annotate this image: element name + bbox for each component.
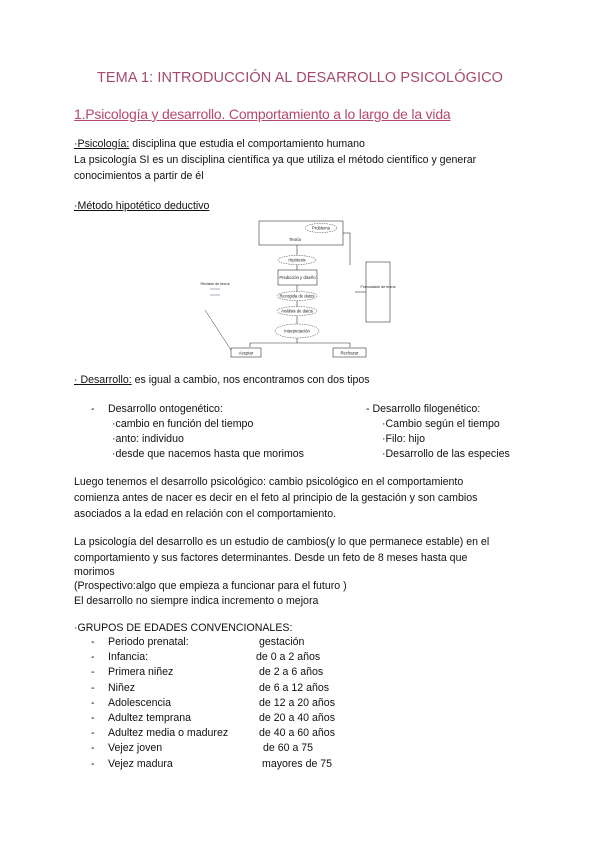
- age-group-name: Adolescencia: [108, 696, 172, 709]
- method-diagram: [195, 215, 410, 360]
- age-group-name: Infancia:: [108, 651, 149, 664]
- desarrollo-definition: [74, 372, 370, 388]
- age-group-name: Niñez: [108, 681, 136, 694]
- paragraph-line: El desarrollo no siempre indica incremento o mejora: [74, 595, 319, 607]
- age-group-range: mayores de 75: [262, 757, 333, 770]
- box-hipotesis-label: Hipótesis: [288, 257, 306, 263]
- box-analisis-label: Análisis de datos: [281, 308, 313, 314]
- psicologia-line: La psicología SI es un disciplina científica ya que utiliza el método científico y generar: [74, 154, 477, 166]
- list-dash: -: [91, 742, 95, 755]
- psicologia-text: disciplina que estudia el comportamiento humano: [129, 138, 365, 150]
- paragraph-line: La psicología del desarrollo es un estudio de cambios(y lo que permanece estable) en el: [74, 536, 490, 548]
- psicologia-label: ·Psicología:: [74, 138, 130, 150]
- list-dash: -: [91, 651, 95, 664]
- document-title: TEMA 1: INTRODUCCIÓN AL DESARROLLO PSICOLÓGICO: [96, 70, 504, 86]
- age-group-range: de 12 a 20 años: [259, 696, 335, 709]
- filogenetico-item: ·Cambio según el tiempo: [382, 418, 500, 430]
- ontogenetico-item: ·desde que nacemos hasta que morimos: [112, 448, 304, 460]
- box-recogida-label: Recogida de datos: [279, 293, 315, 299]
- age-group-range: gestación: [259, 636, 305, 648]
- age-group-range: de 2 a 6 años: [259, 666, 324, 679]
- age-group-name: Adultez media o madurez: [108, 727, 229, 740]
- list-dash: -: [91, 681, 95, 694]
- age-group-name: Vejez joven: [108, 742, 163, 755]
- filogenetico-item: ·Filo: hijo: [382, 433, 425, 445]
- age-group-name: Primera niñez: [108, 666, 174, 679]
- psicologia-definition: [74, 136, 365, 152]
- paragraph-line: asociados a la edad en relación con el comportamiento.: [74, 508, 337, 520]
- age-group-range: de 40 a 60 años: [259, 727, 335, 740]
- side-left-label: Revisión de teoría: [200, 282, 230, 286]
- list-dash: -: [91, 636, 95, 648]
- age-group-range: de 60 a 75: [263, 742, 314, 755]
- ontogenetico-item: ·anto: individuo: [112, 433, 184, 445]
- desarrollo-label: · Desarrollo:: [74, 374, 132, 386]
- psicologia-line: conocimientos a partir de él: [74, 170, 204, 182]
- side-right-label: Formulación de teoría: [360, 285, 396, 289]
- list-dash: -: [91, 757, 95, 770]
- box-teoria-label: Teoría: [289, 237, 301, 242]
- age-group-range: de 20 a 40 años: [259, 712, 335, 724]
- box-problema-label: Problema: [312, 225, 330, 231]
- filogenetico-item: ·Desarrollo de las especies: [382, 448, 510, 460]
- list-dash: -: [91, 696, 95, 709]
- box-formulacion: [366, 262, 390, 322]
- paragraph-line: comportamiento y sus factores determinantes. Desde un feto de 8 meses hasta que: [74, 552, 468, 564]
- ontogenetico-item: ·cambio en función del tiempo: [112, 418, 254, 430]
- filogenetico-head: - Desarrollo filogenético:: [366, 403, 481, 415]
- metodo-label: ·Método hipotético deductivo: [74, 200, 210, 212]
- box-interpretacion-label: Interpretación: [284, 328, 310, 334]
- age-group-name: Adultez temprana: [108, 712, 192, 724]
- ontogenetico-head: Desarrollo ontogenético:: [108, 403, 223, 415]
- paragraph-line: comienza antes de nacer es decir en el feto al principio de la gestación y son cambios: [74, 492, 478, 504]
- ontogenetico-dash: -: [91, 403, 95, 415]
- age-group-range: de 0 a 2 años: [256, 651, 321, 664]
- desarrollo-text: es igual a cambio, nos encontramos con dos tipos: [131, 374, 370, 386]
- box-aceptar-label: Aceptar: [238, 350, 254, 356]
- grupos-label: ·GRUPOS DE EDADES CONVENCIONALES:: [74, 622, 293, 634]
- list-dash: -: [91, 727, 95, 740]
- paragraph-line: Luego tenemos el desarrollo psicológico: cambio psicológico en el comportamiento: [74, 476, 464, 488]
- box-rechazar-label: Rechazar: [340, 350, 359, 356]
- box-prediccion-label: Predicción y diseño: [279, 275, 316, 280]
- age-group-range: de 6 a 12 años: [259, 681, 330, 694]
- section-heading: 1.Psicología y desarrollo. Comportamiento a lo largo de la vida: [74, 106, 451, 122]
- paragraph-line: morimos: [74, 566, 115, 578]
- list-dash: -: [91, 712, 95, 724]
- age-group-name: Vejez madura: [108, 757, 173, 770]
- list-dash: -: [91, 666, 95, 679]
- paragraph-line: (Prospectivo:algo que empieza a funcionar para el futuro ): [74, 580, 347, 592]
- age-group-name: Periodo prenatal:: [108, 636, 189, 648]
